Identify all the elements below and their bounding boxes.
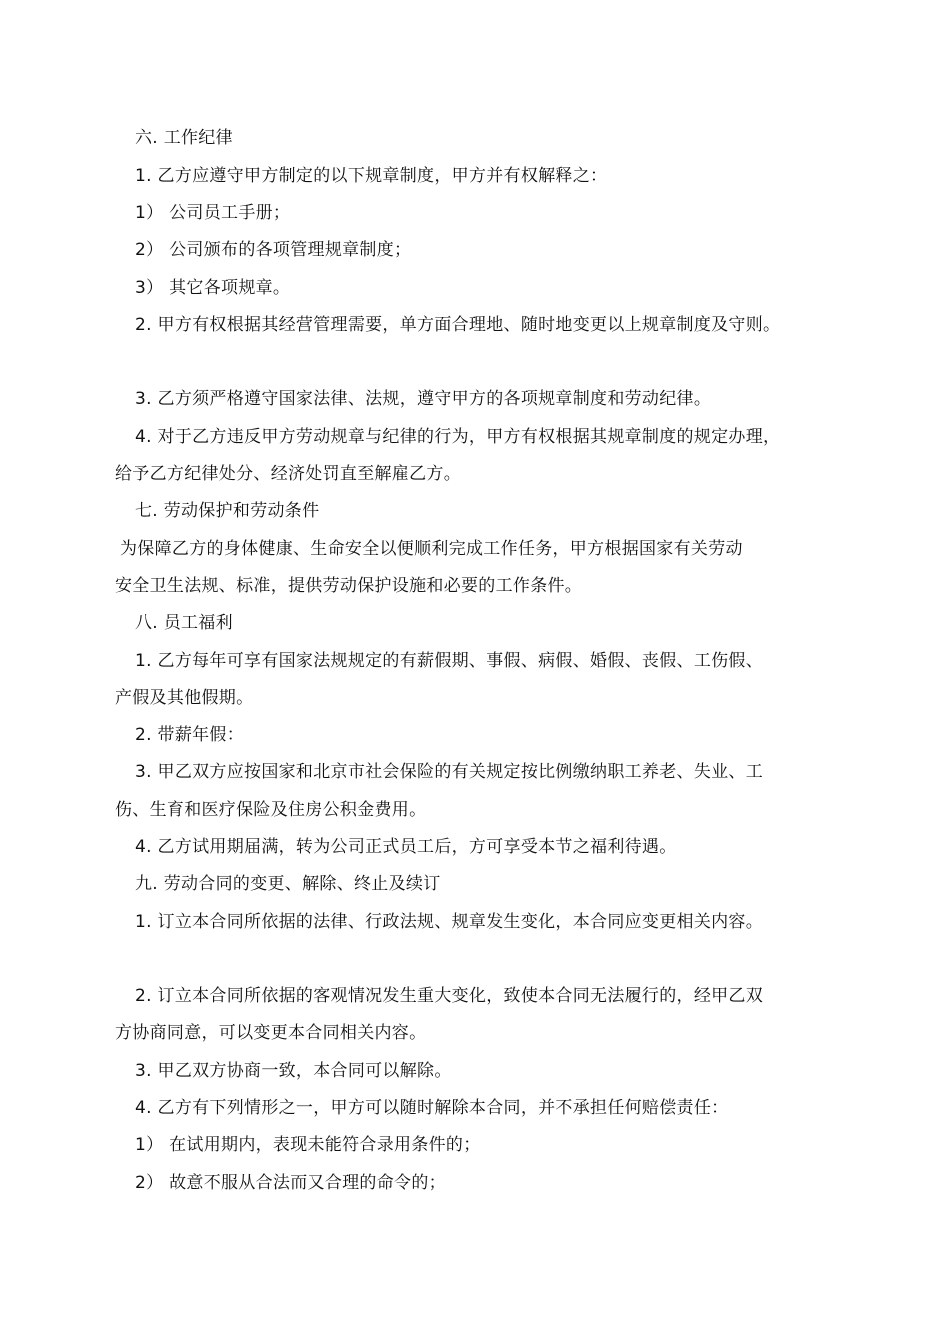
clause-text: 1. 订立本合同所依据的法律、行政法规、规章发生变化，本合同应变更相关内容。 [135,912,764,932]
clause-text: 2. 订立本合同所依据的客观情况发生重大变化，致使本合同无法履行的，经甲乙双 [135,986,764,1006]
clause-text: 3. 甲乙双方协商一致，本合同可以解除。 [135,1061,452,1081]
clause-text-continuation: 产假及其他假期。 [115,688,254,708]
clause-text: 1. 乙方应遵守甲方制定的以下规章制度，甲方并有权解释之： [135,166,608,186]
paragraph-text-continuation: 安全卫生法规、标准，提供劳动保护设施和必要的工作条件。 [115,576,583,596]
clause-text: 3. 甲乙双方应按国家和北京市社会保险的有关规定按比例缴纳职工养老、失业、工 [135,762,764,782]
clause-text: 4. 对于乙方违反甲方劳动规章与纪律的行为，甲方有权根据其规章制度的规定办理， [135,427,781,447]
clause-text-continuation: 方协商同意，可以变更本合同相关内容。 [115,1023,427,1043]
clause-text: 1. 乙方每年可享有国家法规规定的有薪假期、事假、病假、婚假、丧假、工伤假、 [135,651,764,671]
section-heading-work-discipline: 六. 工作纪律 [135,128,233,148]
sub-clause-text: 1） 在试用期内，表现未能符合录用条件的； [135,1135,481,1155]
clause-text: 2. 带薪年假： [135,725,245,745]
clause-text: 4. 乙方试用期届满，转为公司正式员工后，方可享受本节之福利待遇。 [135,837,677,857]
paragraph-text: 为保障乙方的身体健康、生命安全以便顺利完成工作任务，甲方根据国家有关劳动 [120,539,743,559]
clause-text: 4. 乙方有下列情形之一，甲方可以随时解除本合同，并不承担任何赔偿责任： [135,1098,729,1118]
section-heading-employee-benefits: 八. 员工福利 [135,613,233,633]
section-heading-contract-changes: 九. 劳动合同的变更、解除、终止及续订 [135,874,441,894]
clause-text: 2. 甲方有权根据其经营管理需要，单方面合理地、随时地变更以上规章制度及守则。 [135,315,781,335]
sub-clause-text: 1） 公司员工手册； [135,203,291,223]
sub-clause-text: 2） 公司颁布的各项管理规章制度； [135,240,412,260]
clause-text-continuation: 给予乙方纪律处分、经济处罚直至解雇乙方。 [115,464,461,484]
sub-clause-text: 2） 故意不服从合法而又合理的命令的； [135,1173,446,1193]
clause-text-continuation: 伤、生育和医疗保险及住房公积金费用。 [115,800,427,820]
clause-text: 3. 乙方须严格遵守国家法律、法规，遵守甲方的各项规章制度和劳动纪律。 [135,389,712,409]
section-heading-labor-protection: 七. 劳动保护和劳动条件 [135,501,320,521]
sub-clause-text: 3） 其它各项规章。 [135,278,291,298]
